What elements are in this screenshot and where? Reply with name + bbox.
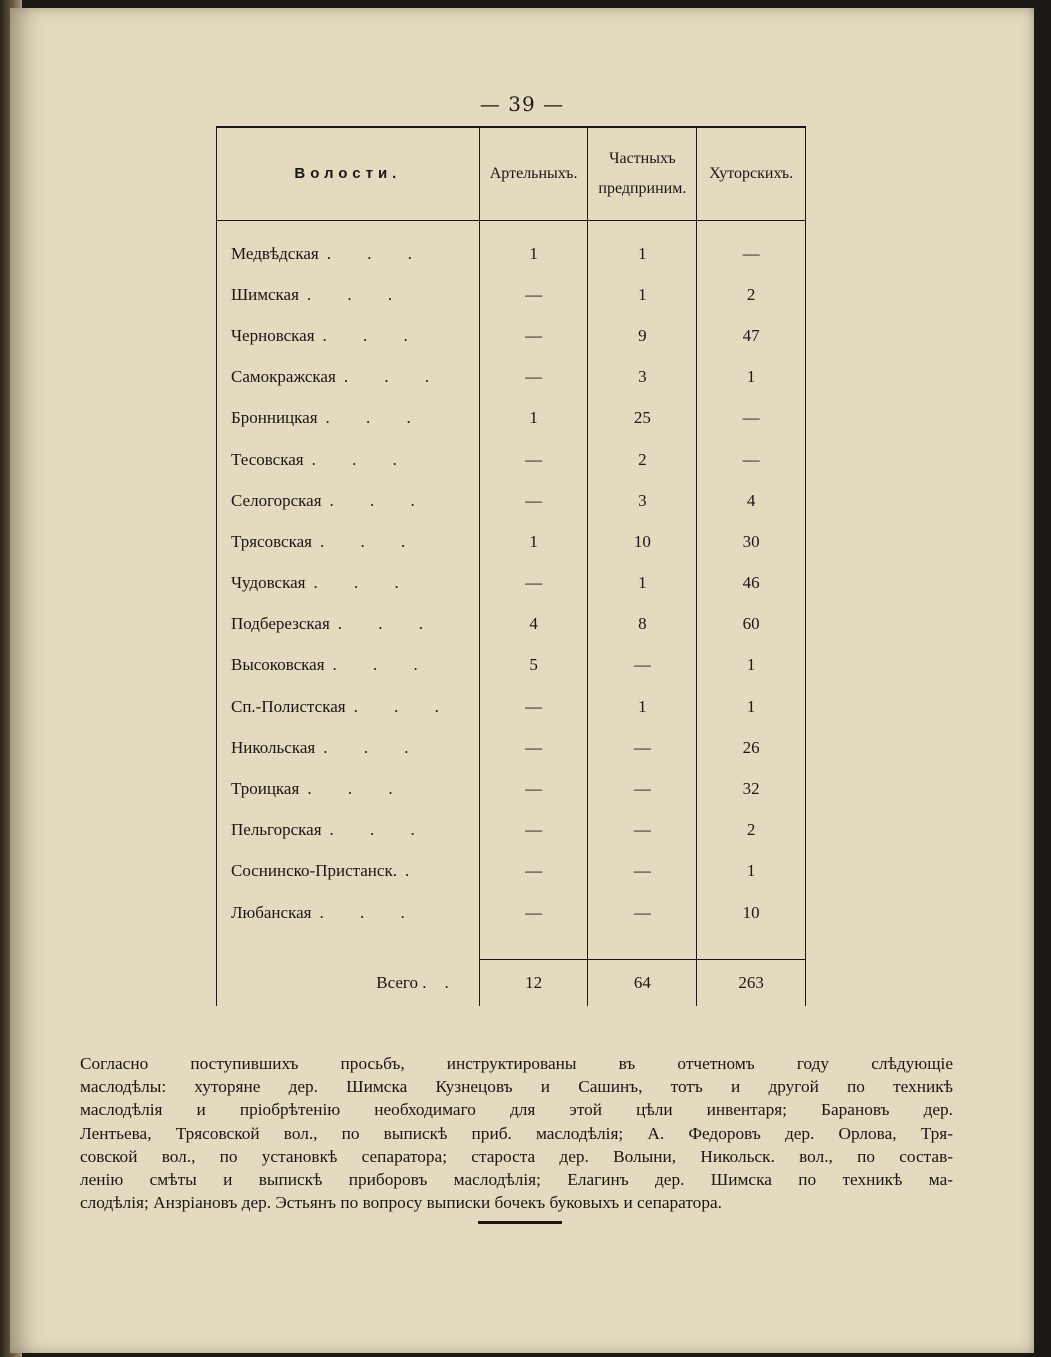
- table-row: [217, 851, 806, 892]
- table-row: [217, 233, 806, 274]
- end-rule: [478, 1221, 562, 1224]
- table-header-row: [217, 127, 806, 221]
- row-private-value: 8: [588, 604, 697, 645]
- leader-dots: .: [404, 861, 426, 881]
- row-khutor-value: —: [697, 233, 806, 274]
- row-volost-name: [217, 274, 480, 315]
- row-private-value: —: [588, 727, 697, 768]
- row-private-value: 1: [588, 233, 697, 274]
- row-artel-value: —: [479, 357, 588, 398]
- row-volost-name: [217, 233, 480, 274]
- row-private-value: 10: [588, 521, 697, 562]
- row-artel-value: —: [479, 274, 588, 315]
- row-artel-value: 1: [479, 398, 588, 439]
- row-khutor-value: 2: [697, 274, 806, 315]
- row-private-value: 1: [588, 686, 697, 727]
- row-volost-name: [217, 727, 480, 768]
- volost-name-text: Медвѣдская: [231, 243, 319, 263]
- row-private-value: —: [588, 768, 697, 809]
- table-row: [217, 398, 806, 439]
- row-artel-value: —: [479, 439, 588, 480]
- table-row: [217, 439, 806, 480]
- row-volost-name: [217, 315, 480, 356]
- table-row: [217, 315, 806, 356]
- table-row: [217, 768, 806, 809]
- leader-dots: . . .: [311, 449, 413, 469]
- volost-name-text: Селогорская: [231, 490, 322, 510]
- paragraph-line: маслодѣлы: хуторяне дер. Шимска Кузнецовъ и Сашинъ, тотъ и другой по техникѣ: [80, 1077, 953, 1097]
- table-spacer: [217, 933, 806, 960]
- row-volost-name: [217, 645, 480, 686]
- row-artel-value: 1: [479, 233, 588, 274]
- volost-name-text: Шимская: [231, 284, 299, 304]
- leader-dots: . . .: [329, 820, 431, 840]
- row-artel-value: 5: [479, 645, 588, 686]
- row-khutor-value: —: [697, 398, 806, 439]
- leader-dots: . . .: [343, 367, 446, 387]
- row-private-value: —: [588, 892, 697, 933]
- volost-table: [216, 126, 806, 1006]
- row-artel-value: —: [479, 727, 588, 768]
- table-row: [217, 810, 806, 851]
- row-artel-value: —: [479, 480, 588, 521]
- table-row: [217, 645, 806, 686]
- volost-name-text: Сп.-Полистская: [231, 696, 346, 716]
- header-artel: Артельныхъ.: [479, 127, 588, 221]
- page-number: — 39 —: [479, 92, 565, 116]
- body-paragraph: [80, 1052, 953, 1214]
- row-khutor-value: 4: [697, 480, 806, 521]
- row-khutor-value: 1: [697, 686, 806, 727]
- header-khutor: Хуторскихъ.: [697, 127, 806, 221]
- row-private-value: 25: [588, 398, 697, 439]
- table-row: [217, 892, 806, 933]
- leader-dots: . . .: [337, 614, 440, 634]
- row-volost-name: [217, 398, 480, 439]
- leader-dots: . . .: [306, 284, 409, 304]
- row-artel-value: —: [479, 810, 588, 851]
- total-private: 64: [588, 960, 697, 1007]
- row-artel-value: —: [479, 563, 588, 604]
- row-khutor-value: 26: [697, 727, 806, 768]
- leader-dots: . . .: [325, 408, 427, 428]
- row-volost-name: [217, 604, 480, 645]
- leader-dots: . . .: [323, 737, 425, 757]
- leader-dots: . . .: [329, 490, 431, 510]
- row-khutor-value: 2: [697, 810, 806, 851]
- row-volost-name: [217, 563, 480, 604]
- paragraph-line: ленію смѣты и выпискѣ приборовъ маслодѣлія; Елагинъ дер. Шимска по техникѣ ма-: [80, 1170, 953, 1190]
- row-khutor-value: 47: [697, 315, 806, 356]
- total-label: Всего . .: [217, 960, 480, 1007]
- leader-dots: . . .: [319, 531, 422, 551]
- volost-name-text: Троицкая: [231, 779, 300, 799]
- total-row: [217, 960, 806, 1007]
- row-volost-name: [217, 810, 480, 851]
- leader-dots: . . .: [322, 325, 424, 345]
- volost-name-text: Самокражская: [231, 367, 336, 387]
- row-volost-name: [217, 892, 480, 933]
- table-row: [217, 357, 806, 398]
- row-volost-name: [217, 851, 480, 892]
- row-khutor-value: 1: [697, 357, 806, 398]
- table-spacer: [217, 221, 806, 234]
- paragraph-line: слодѣлія; Анзріановъ дер. Эстьянъ по вопросу выписки бочекъ буковыхъ и сепаратора.: [80, 1193, 722, 1213]
- row-khutor-value: 46: [697, 563, 806, 604]
- paragraph-line: совской вол., по установкѣ сепаратора; староста дер. Волыни, Никольск. вол., по состав-: [80, 1146, 953, 1166]
- volost-name-text: Никольская: [231, 737, 316, 757]
- leader-dots: . . .: [332, 655, 434, 675]
- volost-name-text: Черновская: [231, 325, 315, 345]
- volost-name-text: Трясовская: [231, 531, 312, 551]
- paragraph-line: Лентьева, Трясовской вол., по выпискѣ приб. маслодѣлія; А. Федоровъ дер. Орлова, Тря-: [80, 1123, 953, 1143]
- paragraph-line: Согласно поступившихъ просьбъ, инструктированы въ отчетномъ году слѣдующіе: [80, 1054, 953, 1073]
- table-body: [217, 221, 806, 1007]
- leader-dots: . . .: [319, 902, 421, 922]
- row-volost-name: [217, 521, 480, 562]
- leader-dots: . . .: [313, 573, 415, 593]
- row-artel-value: 1: [479, 521, 588, 562]
- row-artel-value: 4: [479, 604, 588, 645]
- row-private-value: 9: [588, 315, 697, 356]
- total-artel: 12: [479, 960, 588, 1007]
- table-row: [217, 480, 806, 521]
- row-volost-name: [217, 686, 480, 727]
- table-row: [217, 274, 806, 315]
- volost-name-text: Бронницкая: [231, 408, 318, 428]
- table-row: [217, 563, 806, 604]
- row-private-value: 3: [588, 357, 697, 398]
- row-artel-value: —: [479, 892, 588, 933]
- table-row: [217, 521, 806, 562]
- row-artel-value: —: [479, 851, 588, 892]
- row-private-value: 2: [588, 439, 697, 480]
- volost-name-text: Соснинско-Пристанск.: [231, 861, 397, 881]
- table-row: [217, 604, 806, 645]
- row-volost-name: [217, 768, 480, 809]
- row-artel-value: —: [479, 315, 588, 356]
- row-khutor-value: 1: [697, 645, 806, 686]
- table-row: [217, 727, 806, 768]
- row-artel-value: —: [479, 686, 588, 727]
- leader-dots: . . .: [353, 696, 455, 716]
- row-khutor-value: 30: [697, 521, 806, 562]
- volost-name-text: Любанская: [231, 902, 312, 922]
- row-private-value: —: [588, 851, 697, 892]
- row-khutor-value: 60: [697, 604, 806, 645]
- volost-name-text: Чудовская: [231, 573, 306, 593]
- row-private-value: 1: [588, 274, 697, 315]
- paragraph-line: маслодѣлія и пріобрѣтенію необходимаго для этой цѣли инвентаря; Барановъ дер.: [80, 1100, 953, 1120]
- volost-name-text: Высоковская: [231, 655, 325, 675]
- row-volost-name: [217, 480, 480, 521]
- volost-name-text: Подберезская: [231, 614, 330, 634]
- book-page: [10, 8, 1034, 1353]
- header-volost: Волости.: [217, 127, 480, 221]
- row-private-value: —: [588, 645, 697, 686]
- leader-dots: . . .: [326, 243, 428, 263]
- row-artel-value: —: [479, 768, 588, 809]
- leader-dots: . . .: [307, 779, 409, 799]
- row-private-value: 1: [588, 563, 697, 604]
- row-private-value: —: [588, 810, 697, 851]
- header-private: Частныхъ предприним.: [588, 127, 697, 221]
- row-khutor-value: 32: [697, 768, 806, 809]
- row-volost-name: [217, 357, 480, 398]
- row-khutor-value: 1: [697, 851, 806, 892]
- row-private-value: 3: [588, 480, 697, 521]
- volost-name-text: Тесовская: [231, 449, 304, 469]
- row-volost-name: [217, 439, 480, 480]
- row-khutor-value: —: [697, 439, 806, 480]
- total-khutor: 263: [697, 960, 806, 1007]
- row-khutor-value: 10: [697, 892, 806, 933]
- volost-name-text: Пельгорская: [231, 820, 322, 840]
- table-row: [217, 686, 806, 727]
